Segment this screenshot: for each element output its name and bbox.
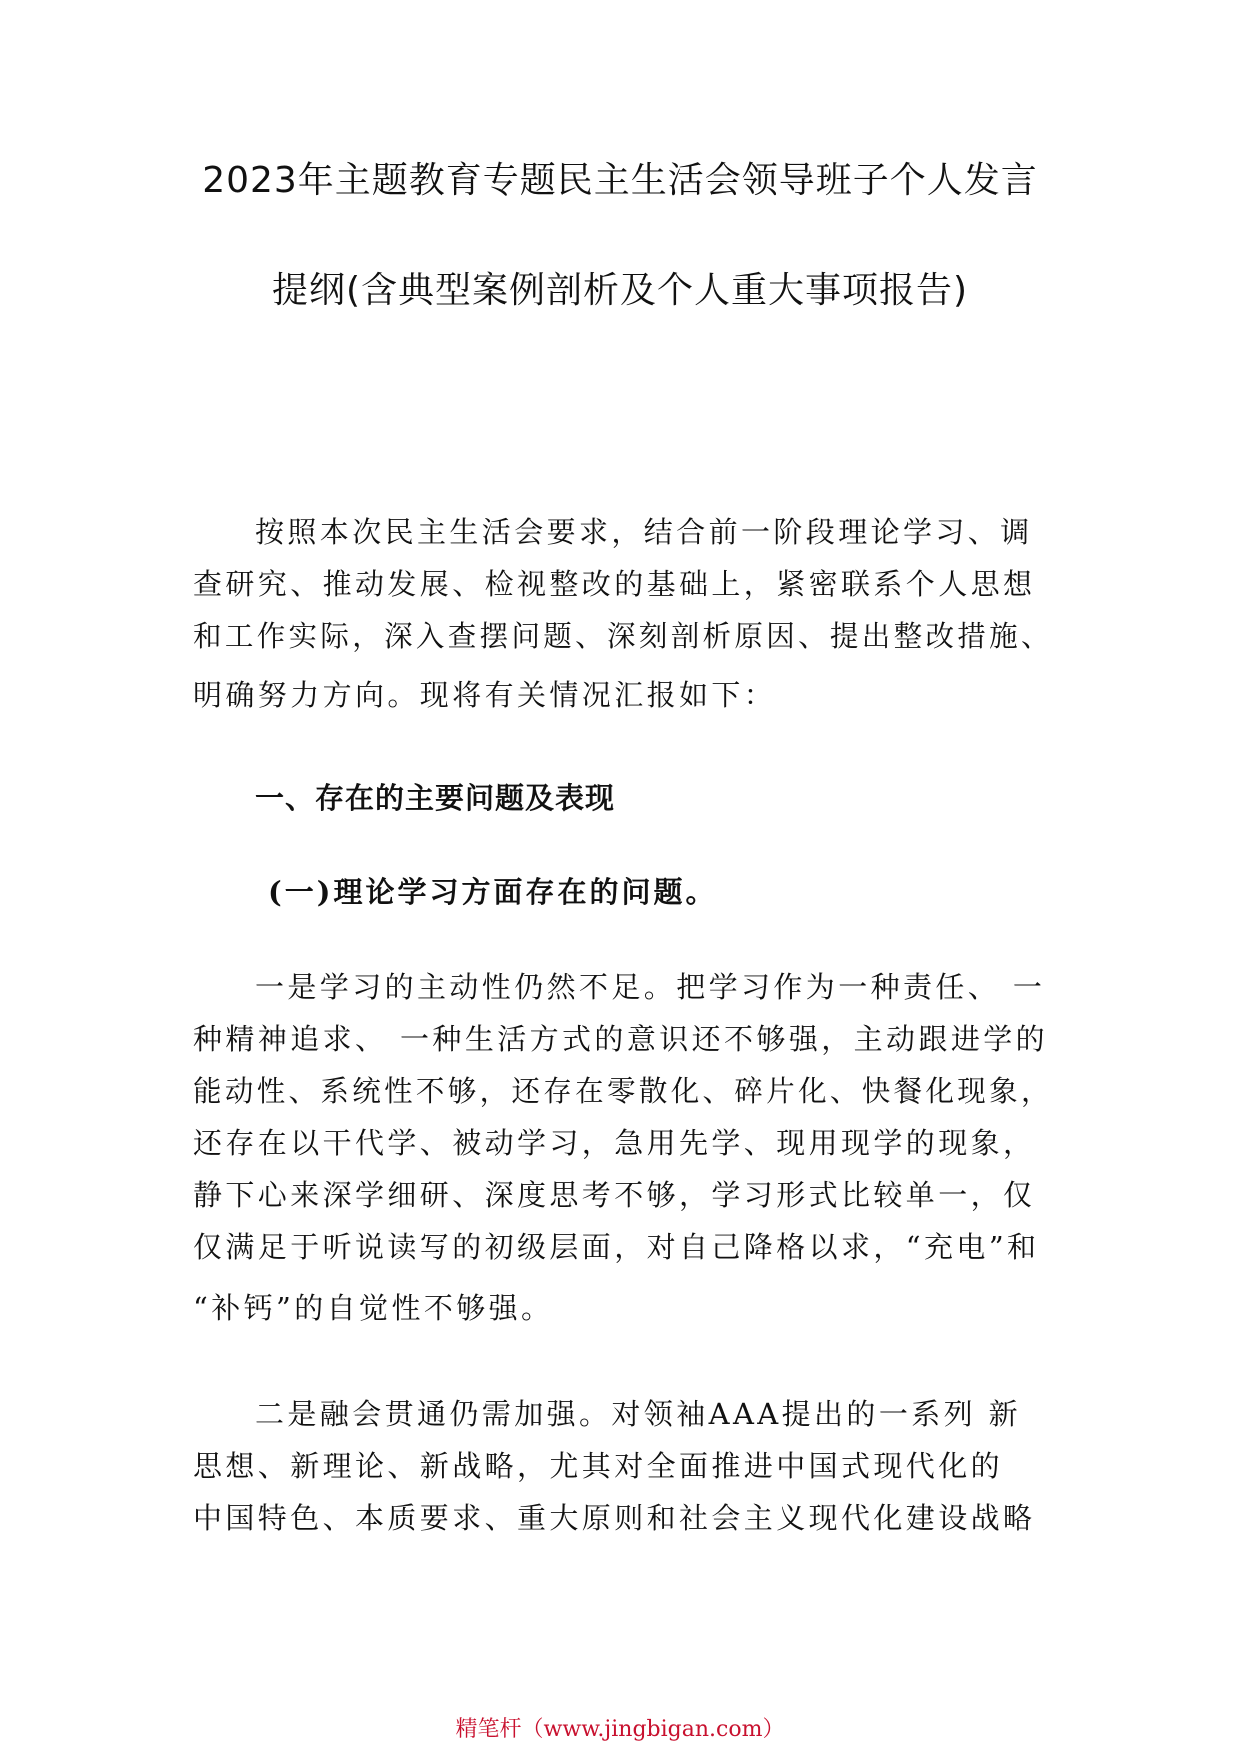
document-title-line-1: 2023年主题教育专题民主生活会领导班子个人发言 (202, 160, 1038, 201)
document-title-line-2: 提纲(含典型案例剖析及个人重大事项报告) (271, 270, 969, 311)
paragraph-line: “补钙”的自觉性不够强。 (193, 1291, 554, 1325)
intro-line: 和工作实际，深入查摆问题、深刻剖析原因、提出整改措施、 (193, 619, 1053, 653)
section-heading: 一、存在的主要问题及表现 (255, 781, 616, 815)
intro-line: 按照本次民主生活会要求，结合前一阶段理论学习、调 (255, 515, 1033, 549)
subsection-heading: (一)理论学习方面存在的问题。 (268, 875, 718, 909)
footer-watermark-link[interactable]: 精笔杆（www.jingbigan.com） (455, 1717, 785, 1742)
paragraph-line: 二是融会贯通仍需加强。对领袖AAA提出的一系列 新 (255, 1397, 1022, 1431)
paragraph-line: 种精神追求、 一种生活方式的意识还不够强，主动跟进学的 (193, 1022, 1049, 1056)
paragraph-line: 还存在以干代学、被动学习，急用先学、现用现学的现象， (193, 1126, 1036, 1160)
intro-line: 明确努力方向。现将有关情况汇报如下： (193, 678, 777, 712)
paragraph-line: 能动性、系统性不够，还存在零散化、碎片化、快餐化现象， (193, 1074, 1053, 1108)
paragraph-line: 一是学习的主动性仍然不足。把学习作为一种责任、 一 (255, 970, 1046, 1004)
paragraph-line: 思想、新理论、新战略，尤其对全面推进中国式现代化的 (193, 1449, 1004, 1483)
paragraph-line: 中国特色、本质要求、重大原则和社会主义现代化建设战略 (193, 1501, 1036, 1535)
intro-line: 查研究、推动发展、检视整改的基础上，紧密联系个人思想 (193, 567, 1036, 601)
paragraph-line: 静下心来深学细研、深度思考不够，学习形式比较单一，仅 (193, 1178, 1036, 1212)
paragraph-line: 仅满足于听说读写的初级层面，对自己降格以求，“充电”和 (193, 1230, 1040, 1264)
